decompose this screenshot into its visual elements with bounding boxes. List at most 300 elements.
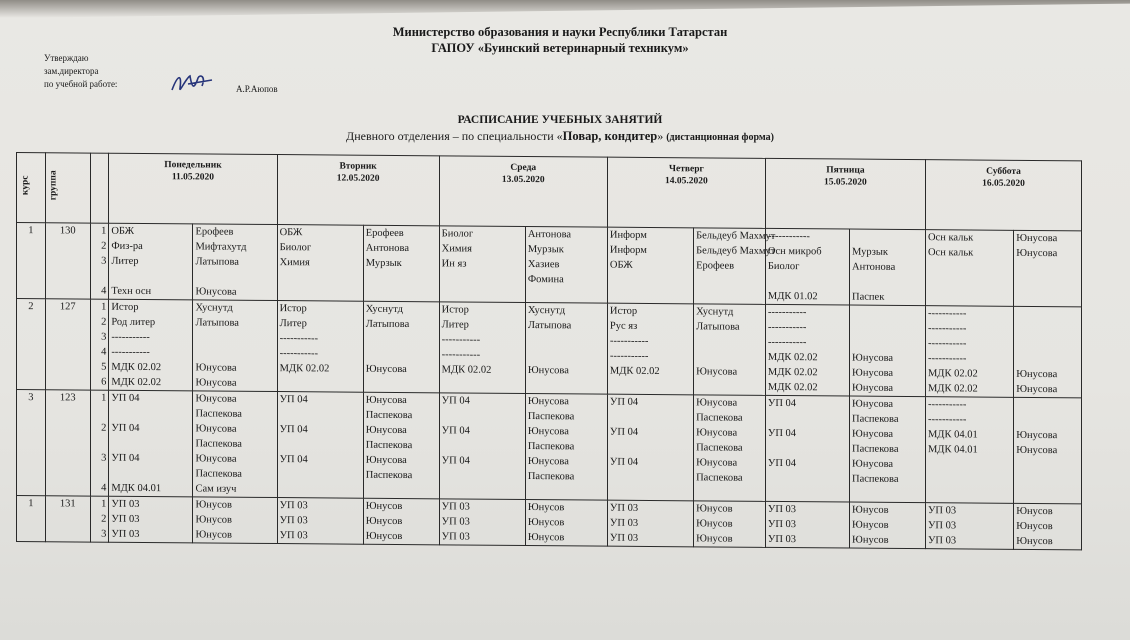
lesson-number: 2 — [101, 422, 107, 434]
subject-name: УП 03 — [441, 501, 470, 513]
subject-name: МДК 04.01 — [927, 444, 978, 456]
day-header: Среда 13.05.2020 — [439, 156, 607, 227]
subtitle-specialty: Повар, кондитер — [562, 129, 658, 143]
teacher-name: Юнусова — [365, 454, 407, 467]
lesson-number — [93, 406, 106, 421]
teacher-cell — [850, 229, 926, 306]
teacher-name: Юнусова — [696, 457, 738, 469]
teacher-name: Юнусов — [696, 518, 733, 530]
lesson-numbers — [90, 299, 108, 390]
teacher-name — [852, 275, 923, 291]
subject-name: ----------- — [767, 336, 807, 349]
subject-name — [610, 288, 691, 304]
subtitle-suffix: » — [657, 129, 667, 143]
page-shadow — [0, 0, 1130, 18]
subject-name: УП 04 — [609, 456, 639, 468]
teacher-name: Юнусова — [195, 393, 237, 405]
teacher-name: Юнусова — [1016, 429, 1058, 442]
subject-name: УП 03 — [279, 500, 308, 512]
subject-name — [280, 270, 361, 286]
subject-cell — [925, 397, 1013, 504]
school-line: ГАПОУ «Буинский ветеринарный техникум» — [431, 41, 689, 55]
day-header: Понедельник 11.05.2020 — [109, 153, 277, 224]
subject-name — [610, 470, 691, 486]
teacher-name — [1016, 337, 1079, 352]
teacher-name: Паспекова — [696, 412, 743, 424]
teacher-name: Юнусова — [852, 428, 894, 440]
teacher-name: Юнусов — [527, 502, 565, 514]
teacher-name — [852, 487, 923, 503]
subject-name: Литер — [111, 255, 139, 267]
teacher-name: Юнусов — [1016, 520, 1053, 533]
subject-name: УП 04 — [111, 422, 140, 434]
teacher-cell — [1014, 503, 1082, 550]
subject-name: Химия — [279, 257, 310, 269]
subject-name: Осн кальк — [927, 247, 974, 259]
day-header: Вторник 12.05.2020 — [277, 155, 439, 226]
teacher-name: Паспекова — [365, 409, 413, 422]
group-row — [17, 496, 1082, 550]
teacher-name: Паспекова — [195, 408, 242, 420]
subject-name — [610, 379, 691, 395]
teacher-name — [366, 377, 437, 393]
subject-name — [768, 441, 847, 457]
teacher-name: Латыпова — [195, 317, 239, 329]
subject-name — [280, 376, 361, 392]
teacher-name — [852, 306, 923, 322]
subject-name: ----------- — [609, 350, 649, 362]
subject-name: МДК 02.02 — [927, 383, 978, 395]
subject-name: ----------- — [927, 308, 967, 320]
lesson-number — [93, 436, 106, 451]
subject-cell — [607, 500, 693, 547]
kurs-cell: 1 — [17, 223, 46, 299]
lesson-number: 1 — [101, 498, 107, 510]
teacher-name: Юнусов — [696, 533, 733, 545]
gruppa-cell: 131 — [45, 496, 90, 542]
teacher-name: Юнусов — [1016, 505, 1053, 518]
teacher-cell — [193, 497, 277, 544]
subject-cell — [925, 306, 1013, 398]
subject-cell — [439, 499, 525, 546]
lesson-number: 2 — [101, 316, 107, 328]
teacher-name: Юнусова — [527, 396, 569, 408]
lesson-number: 1 — [101, 301, 107, 313]
subject-name — [111, 466, 190, 482]
subject-name — [442, 286, 523, 302]
subject-cell — [109, 496, 193, 543]
subject-cell — [765, 304, 849, 396]
subject-name: УП 04 — [111, 452, 140, 464]
teacher-name: Паспекова — [195, 468, 242, 480]
teacher-name: Паспек — [852, 291, 885, 303]
teacher-name — [1016, 458, 1079, 473]
teacher-name — [696, 273, 763, 289]
subject-name: УП 04 — [279, 454, 308, 466]
teacher-cell — [850, 502, 926, 549]
subject-name: Биолог — [441, 228, 474, 240]
teacher-name — [1016, 473, 1079, 488]
teacher-cell — [363, 301, 439, 393]
teacher-cell — [850, 305, 926, 397]
group-row — [17, 223, 1082, 307]
subject-name: УП 03 — [767, 503, 797, 516]
subject-name: Литер — [441, 319, 469, 331]
teacher-name: Мурзык — [852, 246, 889, 258]
teacher-name: Латыпова — [696, 321, 740, 333]
teacher-cell — [193, 224, 277, 301]
subject-name — [442, 468, 523, 484]
lesson-number: 4 — [101, 346, 107, 358]
teacher-cell — [525, 394, 607, 501]
lesson-number: 5 — [101, 361, 107, 373]
teacher-name: Паспекова — [852, 473, 899, 485]
subject-name: УП 04 — [609, 396, 639, 408]
ministry-line: Министерство образования и науки Республики Татарстан — [392, 25, 728, 39]
subject-name: УП 03 — [111, 528, 140, 540]
kurs-header: курс — [17, 153, 46, 223]
lesson-number — [93, 269, 106, 284]
teacher-name: Юнусова — [195, 377, 237, 389]
gruppa-cell: 130 — [45, 223, 90, 299]
gruppa-cell: 127 — [45, 299, 90, 390]
subject-name — [928, 487, 1011, 503]
subject-cell — [607, 394, 693, 501]
teacher-cell — [193, 391, 277, 498]
teacher-name: Юнусова — [527, 456, 569, 468]
teacher-cell — [363, 392, 439, 499]
lesson-number: 3 — [101, 452, 107, 464]
subject-name — [610, 440, 691, 456]
teacher-name — [1016, 261, 1079, 276]
subject-name: УП 04 — [279, 424, 308, 436]
teacher-name: Юнусов — [696, 503, 733, 515]
subject-name — [111, 269, 190, 285]
teacher-name: Юнусова — [195, 453, 237, 465]
teacher-name: Сам изуч — [195, 483, 237, 495]
teacher-name: Юнусова — [1016, 383, 1058, 396]
subject-name: ----------- — [441, 334, 481, 346]
teacher-name — [852, 230, 923, 246]
subject-name: УП 03 — [767, 533, 797, 546]
subject-name: ----------- — [927, 323, 967, 335]
subject-name: МДК 04.01 — [111, 482, 162, 495]
teacher-name — [528, 348, 605, 364]
teacher-name — [696, 379, 763, 395]
lesson-number: 4 — [101, 482, 107, 494]
schedule-table — [16, 152, 1082, 550]
teacher-name — [1016, 352, 1079, 367]
subject-name: Биолог — [767, 260, 800, 273]
teacher-name: Антонова — [365, 242, 410, 255]
subject-name — [111, 436, 190, 452]
teacher-name: Юнусова — [527, 365, 569, 377]
teacher-name — [366, 286, 437, 302]
subject-name: Род литер — [111, 316, 156, 329]
teacher-name: Юнусов — [365, 500, 403, 513]
teacher-name — [696, 288, 763, 304]
teacher-name — [195, 345, 274, 361]
subject-name: ----------- — [767, 306, 807, 319]
subject-name — [928, 275, 1011, 291]
subject-cell — [925, 503, 1013, 550]
subject-name — [442, 483, 523, 499]
subject-cell — [109, 223, 193, 300]
subject-name: УП 03 — [927, 505, 957, 517]
subject-name: Истор — [111, 301, 139, 313]
teacher-name — [528, 484, 605, 500]
subject-name: МДК 02.02 — [767, 351, 818, 364]
teacher-name: Юнусова — [365, 424, 407, 437]
teacher-name: Хуснутд — [195, 302, 233, 314]
teacher-name — [195, 330, 274, 346]
subject-name — [610, 485, 691, 501]
lesson-number: 3 — [101, 528, 107, 540]
teacher-name: Хазиев — [527, 259, 560, 271]
subject-cell — [765, 501, 849, 548]
subject-name: ------------ — [767, 230, 810, 243]
group-row — [17, 390, 1082, 504]
signature-icon — [168, 70, 218, 101]
subject-name — [610, 410, 691, 426]
subject-name: МДК 02.02 — [927, 368, 978, 380]
subject-name — [928, 457, 1011, 473]
teacher-name: Ерофеев — [365, 227, 404, 240]
teacher-name: Юнусов — [195, 499, 232, 511]
teacher-name: Юнусова — [852, 398, 894, 410]
teacher-name — [696, 334, 763, 350]
schedule-subtitle — [230, 129, 890, 144]
subject-cell — [277, 392, 363, 499]
subject-name — [928, 472, 1011, 488]
teacher-name — [366, 332, 437, 348]
subject-name: УП 04 — [767, 427, 797, 440]
subject-name: Литер — [279, 318, 307, 330]
subject-cell — [765, 395, 849, 502]
subject-name: УП 04 — [441, 395, 470, 407]
subject-name: Информ — [609, 229, 647, 241]
teacher-name: Мурзык — [527, 244, 564, 256]
subtitle-prefix: Дневного отделения – по специальности « — [346, 129, 563, 143]
subject-name — [280, 407, 361, 423]
teacher-name: Юнусова — [365, 363, 407, 376]
teacher-name: Юнусова — [696, 366, 738, 378]
subject-name: УП 03 — [609, 502, 639, 514]
subject-name: ----------- — [927, 338, 967, 350]
teacher-name — [1016, 307, 1079, 322]
teacher-cell — [363, 225, 439, 302]
teacher-name: Юнусов — [527, 532, 565, 544]
subject-name — [928, 290, 1011, 306]
subject-name: ----------- — [927, 414, 967, 426]
subject-name: ----------- — [279, 348, 319, 360]
teacher-name: Юнусова — [365, 394, 407, 407]
subject-name: ----------- — [927, 399, 967, 411]
kurs-cell: 2 — [17, 299, 46, 390]
teacher-cell — [1014, 306, 1082, 398]
subject-name: УП 04 — [441, 455, 470, 467]
subject-name: Информ — [609, 244, 647, 256]
subject-name: МДК 04.01 — [927, 429, 978, 441]
teacher-name: Бельдеуб Махмут — [696, 230, 776, 242]
kurs-cell: 1 — [17, 496, 46, 542]
subject-name — [280, 482, 361, 498]
subject-name: ----------- — [609, 335, 649, 347]
subject-cell — [277, 301, 363, 393]
subject-name: Ин яз — [441, 258, 467, 270]
subject-name: Истор — [441, 304, 469, 316]
subject-name: УП 03 — [767, 518, 797, 531]
approval-block — [44, 52, 117, 91]
teacher-name — [1016, 276, 1079, 291]
teacher-name — [528, 333, 605, 349]
teacher-name — [1016, 488, 1079, 503]
teacher-name: Ерофеев — [195, 226, 234, 238]
lesson-numbers — [90, 496, 108, 542]
schedule-title: РАСПИСАНИЕ УЧЕБНЫХ ЗАНЯТИЙ — [457, 114, 663, 126]
lesson-number — [93, 466, 106, 481]
subject-name — [442, 408, 523, 424]
day-header: Пятница 15.05.2020 — [765, 158, 925, 229]
subject-name: Осн кальк — [927, 232, 974, 244]
subject-name: ----------- — [279, 333, 319, 345]
teacher-name — [366, 347, 437, 363]
subject-name: МДК 02.02 — [767, 366, 818, 379]
subject-name: УП 03 — [111, 498, 140, 510]
subject-name — [768, 274, 847, 290]
teacher-name: Паспекова — [527, 471, 575, 483]
teacher-name: Паспекова — [195, 438, 242, 450]
teacher-name: Мифтахутд — [195, 241, 247, 253]
subject-name: ----------- — [111, 346, 150, 359]
subject-name: Истор — [609, 305, 638, 317]
approval-line-3: по учебной работе: — [44, 79, 118, 89]
approver-name: А.Р.Аюпов — [236, 84, 278, 94]
teacher-name — [1016, 413, 1079, 428]
teacher-name: Юнусова — [527, 426, 569, 438]
teacher-name: Мурзык — [365, 257, 402, 270]
subject-name: Биолог — [279, 242, 312, 254]
subject-name: Осн микроб — [767, 245, 822, 258]
teacher-name — [696, 349, 763, 365]
subject-name: УП 04 — [767, 457, 797, 470]
subject-name: Рус яз — [609, 320, 638, 332]
subject-name: ----------- — [767, 321, 807, 334]
teacher-cell — [1014, 397, 1082, 504]
subject-name: МДК 02.02 — [279, 363, 330, 375]
approval-line-2: зам.директора — [44, 66, 99, 76]
subject-name: ----------- — [927, 353, 967, 365]
teacher-cell — [193, 300, 277, 392]
subject-name: УП 03 — [279, 515, 308, 527]
subject-name: УП 03 — [441, 516, 470, 528]
teacher-name: Юнусова — [852, 367, 894, 379]
teacher-name: Хуснутд — [527, 305, 566, 317]
teacher-name: Юнусова — [852, 382, 894, 394]
subject-name: МДК 02.02 — [111, 376, 162, 389]
num-header — [90, 153, 108, 223]
teacher-name: Паспекова — [852, 443, 899, 455]
teacher-name: Хуснутд — [696, 306, 734, 318]
subject-name: ОБЖ — [609, 259, 633, 271]
subject-name: УП 04 — [111, 392, 140, 404]
subject-name: УП 04 — [609, 426, 639, 438]
gruppa-header: группа — [45, 153, 90, 223]
teacher-name: Паспекова — [365, 439, 413, 452]
teacher-cell — [694, 501, 766, 548]
teacher-name — [366, 483, 437, 499]
teacher-name: Паспекова — [852, 413, 899, 425]
subject-name — [280, 437, 361, 453]
lesson-number: 1 — [101, 225, 107, 237]
group-row — [17, 299, 1082, 398]
approval-line-1: Утверждаю — [44, 53, 89, 63]
subject-name: УП 04 — [441, 425, 470, 437]
lesson-number: 1 — [101, 392, 107, 404]
subject-name: УП 03 — [609, 517, 639, 529]
subject-cell — [109, 299, 193, 391]
subject-name: МДК 02.02 — [111, 361, 162, 374]
subject-name: УП 03 — [927, 535, 957, 547]
teacher-name: Паспекова — [527, 441, 575, 453]
teacher-cell — [694, 304, 766, 396]
teacher-name — [1016, 398, 1079, 413]
teacher-name: Паспекова — [696, 442, 743, 454]
subject-cell — [277, 225, 363, 302]
teacher-name: Юнусова — [1016, 247, 1058, 260]
subject-cell — [765, 228, 849, 305]
subject-name: Истор — [279, 303, 307, 315]
subject-name: УП 04 — [767, 397, 797, 410]
subject-cell — [277, 498, 363, 545]
teacher-name: Латыпова — [527, 320, 572, 332]
subject-name: ОБЖ — [111, 225, 135, 237]
subject-name: УП 03 — [111, 513, 140, 525]
teacher-name: Юнусов — [852, 519, 889, 531]
subject-name — [442, 438, 523, 454]
teacher-name — [696, 485, 763, 501]
gruppa-cell: 123 — [45, 390, 90, 496]
subtitle-form: (дистанционная форма) — [666, 132, 774, 143]
teacher-name — [366, 271, 437, 287]
table-header-row — [17, 153, 1082, 231]
teacher-name: Паспекова — [696, 472, 743, 484]
subject-cell — [925, 230, 1013, 307]
teacher-name: Юнусова — [1016, 232, 1058, 245]
teacher-name: Юнусов — [852, 504, 889, 516]
day-header: Четверг 14.05.2020 — [607, 157, 765, 228]
teacher-name: Юнусова — [852, 352, 894, 364]
teacher-name: Юнусова — [195, 286, 237, 298]
teacher-name: Юнусов — [365, 530, 403, 543]
subject-name: ----------- — [111, 331, 150, 344]
subject-name: Химия — [441, 243, 472, 255]
teacher-name: Хуснутд — [365, 303, 403, 316]
teacher-name: Антонова — [852, 261, 896, 273]
teacher-cell — [525, 303, 607, 395]
subject-name — [442, 271, 523, 287]
lesson-number: 3 — [101, 331, 107, 343]
subject-name — [768, 471, 847, 487]
teacher-name — [528, 287, 605, 303]
subject-name — [280, 285, 361, 301]
subject-name: Физ-ра — [111, 240, 143, 252]
teacher-name — [528, 378, 605, 394]
lesson-number: 2 — [101, 240, 107, 252]
teacher-name: Юнусова — [696, 397, 738, 409]
subject-name — [280, 467, 361, 483]
teacher-cell — [850, 396, 926, 503]
